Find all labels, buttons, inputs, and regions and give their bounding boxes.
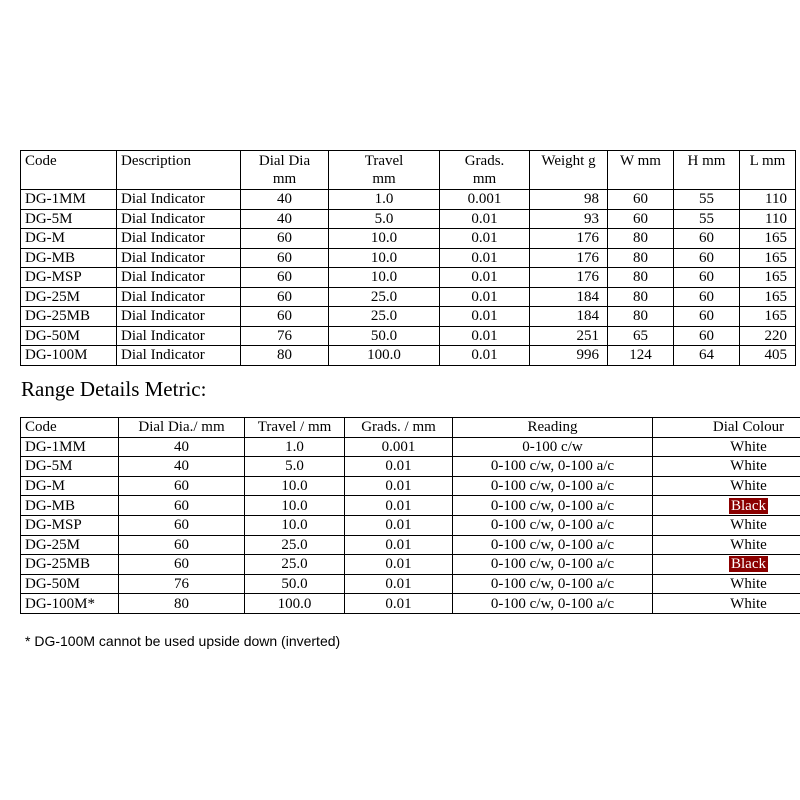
specs-cell-length: 165	[740, 248, 796, 268]
range-cell-travel: 25.0	[245, 535, 345, 555]
range-row	[21, 594, 800, 614]
specs-body	[21, 190, 796, 366]
range-cell-reading: 0-100 c/w, 0-100 a/c	[453, 555, 653, 575]
range-cell-dial-dia: 60	[119, 515, 245, 535]
range-cell-reading: 0-100 c/w, 0-100 a/c	[453, 496, 653, 516]
specs-row	[21, 268, 796, 288]
specs-cell-travel: 5.0	[329, 209, 440, 229]
range-cell-dial-colour: White	[653, 515, 800, 535]
range-cell-dial-dia: 60	[119, 555, 245, 575]
range-cell-reading: 0-100 c/w, 0-100 a/c	[453, 535, 653, 555]
specs-cell-width: 80	[608, 268, 674, 288]
specs-cell-weight: 184	[530, 287, 608, 307]
range-cell-dial-dia: 80	[119, 594, 245, 614]
specs-cell-weight: 98	[530, 190, 608, 210]
specs-cell-description: Dial Indicator	[117, 326, 241, 346]
specs-header-label: L mm	[749, 153, 786, 169]
specs-header-label: Description	[121, 153, 191, 169]
range-cell-dial-dia: 40	[119, 437, 245, 457]
range-cell-grads: 0.001	[345, 437, 453, 457]
specs-cell-length: 165	[740, 307, 796, 327]
specs-header-description	[117, 151, 241, 190]
specs-header-length	[740, 151, 796, 190]
specs-cell-description: Dial Indicator	[117, 268, 241, 288]
specs-header-unit: mm	[272, 171, 297, 187]
range-cell-grads: 0.01	[345, 457, 453, 477]
range-cell-travel: 10.0	[245, 515, 345, 535]
specs-row	[21, 190, 796, 210]
specs-cell-grads: 0.001	[440, 190, 530, 210]
specs-cell-code: DG-50M	[21, 326, 117, 346]
specs-cell-dial-dia: 60	[241, 248, 329, 268]
specs-cell-height: 60	[674, 268, 740, 288]
range-cell-grads: 0.01	[345, 496, 453, 516]
specs-cell-dial-dia: 60	[241, 287, 329, 307]
specs-cell-weight: 176	[530, 248, 608, 268]
range-cell-travel: 25.0	[245, 555, 345, 575]
dial-colour-badge: Black	[731, 497, 766, 514]
specs-cell-length: 220	[740, 326, 796, 346]
range-row	[21, 515, 800, 535]
specs-cell-width: 124	[608, 346, 674, 366]
specs-cell-dial-dia: 76	[241, 326, 329, 346]
specs-cell-travel: 10.0	[329, 229, 440, 249]
specs-cell-width: 80	[608, 229, 674, 249]
specs-row	[21, 248, 796, 268]
dial-colour-badge: Black	[731, 556, 766, 573]
range-cell-travel: 1.0	[245, 437, 345, 457]
specs-row	[21, 326, 796, 346]
range-cell-grads: 0.01	[345, 535, 453, 555]
specs-header-label: Dial Dia	[258, 153, 311, 169]
range-cell-dial-dia: 60	[119, 476, 245, 496]
range-cell-dial-colour	[653, 555, 800, 575]
specs-cell-weight: 176	[530, 229, 608, 249]
specs-cell-width: 60	[608, 190, 674, 210]
range-header-reading: Reading	[453, 418, 653, 438]
specs-cell-length: 110	[740, 209, 796, 229]
specs-cell-height: 55	[674, 209, 740, 229]
specs-header-code	[21, 151, 117, 190]
range-cell-dial-colour: White	[653, 476, 800, 496]
specs-cell-height: 60	[674, 287, 740, 307]
range-row	[21, 574, 800, 594]
range-row	[21, 535, 800, 555]
range-row	[21, 457, 800, 477]
specs-cell-grads: 0.01	[440, 326, 530, 346]
range-cell-code: DG-1MM	[21, 437, 119, 457]
specs-cell-height: 64	[674, 346, 740, 366]
range-cell-reading: 0-100 c/w, 0-100 a/c	[453, 476, 653, 496]
specs-cell-code: DG-25MB	[21, 307, 117, 327]
specs-cell-height: 60	[674, 229, 740, 249]
specs-header-label: W mm	[620, 153, 661, 169]
specs-cell-grads: 0.01	[440, 346, 530, 366]
range-cell-code: DG-25MB	[21, 555, 119, 575]
specs-cell-dial-dia: 60	[241, 229, 329, 249]
specs-cell-dial-dia: 40	[241, 209, 329, 229]
specs-header-unit: mm	[372, 171, 396, 187]
specs-cell-description: Dial Indicator	[117, 346, 241, 366]
specs-header-travel	[329, 151, 440, 190]
range-cell-travel: 10.0	[245, 496, 345, 516]
specs-cell-code: DG-100M	[21, 346, 117, 366]
specs-cell-length: 110	[740, 190, 796, 210]
range-cell-travel: 100.0	[245, 594, 345, 614]
range-row	[21, 496, 800, 516]
range-cell-dial-dia: 60	[119, 496, 245, 516]
specs-header-row	[21, 151, 796, 190]
specs-cell-width: 80	[608, 287, 674, 307]
specs-header-label: Grads.	[464, 153, 505, 169]
specs-cell-travel: 25.0	[329, 287, 440, 307]
specs-cell-weight: 251	[530, 326, 608, 346]
specs-cell-description: Dial Indicator	[117, 287, 241, 307]
range-cell-dial-dia: 40	[119, 457, 245, 477]
specs-cell-length: 165	[740, 287, 796, 307]
range-cell-dial-dia: 60	[119, 535, 245, 555]
range-cell-code: DG-M	[21, 476, 119, 496]
range-table	[20, 417, 800, 614]
range-cell-grads: 0.01	[345, 515, 453, 535]
specs-cell-grads: 0.01	[440, 229, 530, 249]
specs-header-dial-dia	[241, 151, 329, 190]
specs-cell-code: DG-5M	[21, 209, 117, 229]
specs-cell-description: Dial Indicator	[117, 209, 241, 229]
specs-header-label: H mm	[687, 153, 726, 169]
specs-cell-travel: 10.0	[329, 268, 440, 288]
specs-cell-grads: 0.01	[440, 209, 530, 229]
specs-header-unit: mm	[472, 171, 497, 187]
specs-cell-width: 80	[608, 248, 674, 268]
range-cell-reading: 0-100 c/w	[453, 437, 653, 457]
range-cell-reading: 0-100 c/w, 0-100 a/c	[453, 457, 653, 477]
specs-header-label: Code	[25, 153, 57, 169]
specs-cell-width: 80	[608, 307, 674, 327]
specs-cell-travel: 50.0	[329, 326, 440, 346]
range-header-code: Code	[21, 418, 119, 438]
specs-cell-code: DG-MB	[21, 248, 117, 268]
range-section-heading: Range Details Metric:	[21, 377, 207, 401]
range-cell-dial-colour: White	[653, 535, 800, 555]
range-header-dial-dia: Dial Dia./ mm	[119, 418, 245, 438]
specs-cell-dial-dia: 40	[241, 190, 329, 210]
range-body	[21, 437, 800, 613]
specs-header-width	[608, 151, 674, 190]
specs-cell-dial-dia: 80	[241, 346, 329, 366]
range-cell-code: DG-MB	[21, 496, 119, 516]
specs-cell-code: DG-M	[21, 229, 117, 249]
specs-header-weight	[530, 151, 608, 190]
specs-cell-height: 60	[674, 307, 740, 327]
range-cell-travel: 50.0	[245, 574, 345, 594]
range-cell-dial-colour: White	[653, 574, 800, 594]
range-cell-dial-colour: White	[653, 437, 800, 457]
range-cell-travel: 10.0	[245, 476, 345, 496]
range-cell-code: DG-MSP	[21, 515, 119, 535]
specs-cell-weight: 176	[530, 268, 608, 288]
range-header-row	[21, 418, 800, 438]
footnote: * DG-100M cannot be used upside down (inverted)	[25, 633, 341, 649]
range-header-grads: Grads. / mm	[345, 418, 453, 438]
specs-cell-grads: 0.01	[440, 287, 530, 307]
specs-cell-travel: 100.0	[329, 346, 440, 366]
range-cell-grads: 0.01	[345, 555, 453, 575]
specs-cell-description: Dial Indicator	[117, 190, 241, 210]
range-cell-reading: 0-100 c/w, 0-100 a/c	[453, 515, 653, 535]
range-cell-dial-colour: White	[653, 594, 800, 614]
range-cell-code: DG-100M*	[21, 594, 119, 614]
specs-cell-travel: 10.0	[329, 248, 440, 268]
specs-row	[21, 209, 796, 229]
specs-cell-dial-dia: 60	[241, 268, 329, 288]
range-cell-dial-colour	[653, 496, 800, 516]
range-cell-code: DG-25M	[21, 535, 119, 555]
range-header-dial-colour: Dial Colour	[653, 418, 800, 438]
range-cell-code: DG-50M	[21, 574, 119, 594]
specs-cell-code: DG-1MM	[21, 190, 117, 210]
specs-cell-height: 60	[674, 248, 740, 268]
range-row	[21, 476, 800, 496]
range-cell-dial-dia: 76	[119, 574, 245, 594]
specs-cell-description: Dial Indicator	[117, 229, 241, 249]
range-cell-grads: 0.01	[345, 594, 453, 614]
specs-cell-length: 165	[740, 229, 796, 249]
range-cell-reading: 0-100 c/w, 0-100 a/c	[453, 574, 653, 594]
specs-cell-description: Dial Indicator	[117, 307, 241, 327]
specs-cell-height: 60	[674, 326, 740, 346]
specs-row	[21, 346, 796, 366]
specs-row	[21, 229, 796, 249]
specs-cell-width: 60	[608, 209, 674, 229]
range-cell-grads: 0.01	[345, 476, 453, 496]
specs-cell-grads: 0.01	[440, 307, 530, 327]
specs-cell-weight: 996	[530, 346, 608, 366]
specs-cell-height: 55	[674, 190, 740, 210]
specs-cell-grads: 0.01	[440, 248, 530, 268]
specs-row	[21, 307, 796, 327]
specs-table	[20, 150, 796, 366]
specs-cell-code: DG-25M	[21, 287, 117, 307]
specs-header-height	[674, 151, 740, 190]
range-cell-travel: 5.0	[245, 457, 345, 477]
specs-cell-travel: 1.0	[329, 190, 440, 210]
specs-header-label: Travel	[364, 153, 404, 169]
specs-cell-grads: 0.01	[440, 268, 530, 288]
range-cell-reading: 0-100 c/w, 0-100 a/c	[453, 594, 653, 614]
specs-cell-width: 65	[608, 326, 674, 346]
specs-cell-travel: 25.0	[329, 307, 440, 327]
specs-header-grads	[440, 151, 530, 190]
specs-cell-length: 165	[740, 268, 796, 288]
specs-cell-weight: 93	[530, 209, 608, 229]
specs-header-label: Weight g	[541, 153, 596, 169]
specs-cell-dial-dia: 60	[241, 307, 329, 327]
range-cell-grads: 0.01	[345, 574, 453, 594]
specs-cell-length: 405	[740, 346, 796, 366]
range-cell-code: DG-5M	[21, 457, 119, 477]
specs-cell-description: Dial Indicator	[117, 248, 241, 268]
specs-cell-code: DG-MSP	[21, 268, 117, 288]
range-cell-dial-colour: White	[653, 457, 800, 477]
specs-row	[21, 287, 796, 307]
specs-cell-weight: 184	[530, 307, 608, 327]
range-row	[21, 437, 800, 457]
range-row	[21, 555, 800, 575]
range-header-travel: Travel / mm	[245, 418, 345, 438]
